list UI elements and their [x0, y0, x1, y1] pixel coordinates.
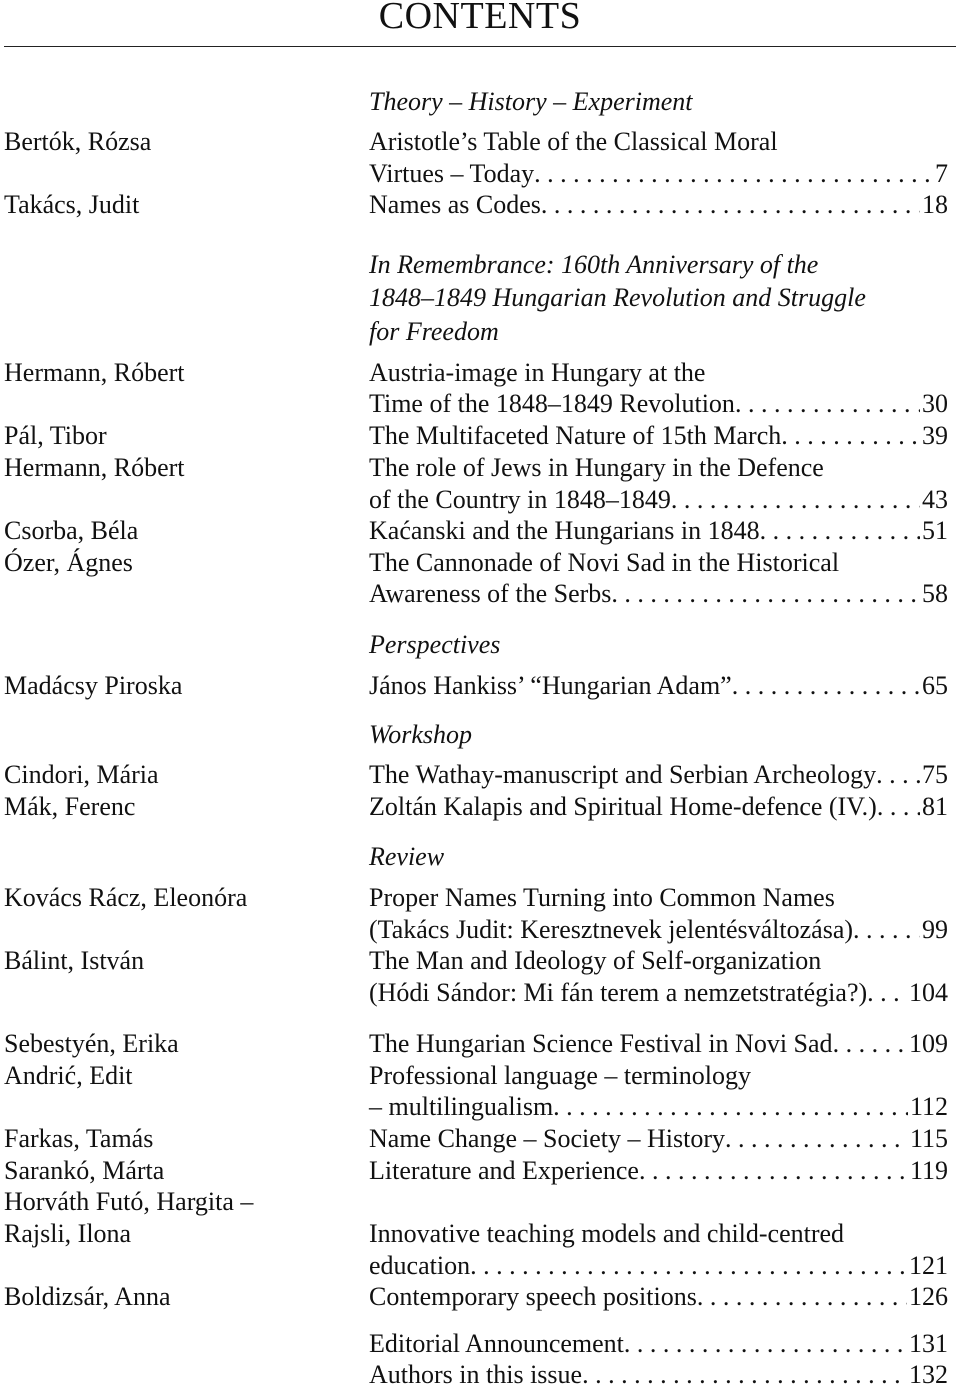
page-number: 112 — [909, 1092, 948, 1121]
entry-title: (Hódi Sándor: Mi fán terem a nemzetstratégia?) — [369, 978, 868, 1007]
toc-entry-cannonade[interactable] — [369, 578, 948, 610]
author-takacs: Takács, Judit — [4, 190, 140, 219]
toc-entry-speech-positions[interactable] — [369, 1281, 948, 1313]
title-divider — [4, 46, 956, 47]
author-kovacs-racz: Kovács Rácz, Eleonóra — [4, 883, 248, 912]
author-hermann-2: Hermann, Róbert — [4, 453, 185, 482]
entry-title: Authors in this issue — [369, 1360, 583, 1389]
entry-title: Contemporary speech positions — [369, 1282, 697, 1311]
entry-title-aristotle: Aristotle’s Table of the Classical Moral — [369, 127, 778, 156]
page-number: 39 — [922, 421, 948, 450]
author-bertok: Bertók, Rózsa — [4, 127, 152, 156]
author-boldizsar: Boldizsár, Anna — [4, 1282, 171, 1311]
entry-title-professional-language: Professional language – terminology — [369, 1061, 751, 1090]
section-heading-remembrance-line2: 1848–1849 Hungarian Revolution and Struggle — [369, 283, 866, 312]
toc-entry-15th-march[interactable] — [369, 420, 948, 452]
dot-leader — [553, 1091, 908, 1123]
toc-entry-self-organization[interactable] — [369, 977, 948, 1009]
entry-title: Zoltán Kalapis and Spiritual Home-defence (IV.) — [369, 792, 877, 821]
toc-entry-science-festival[interactable] — [369, 1028, 948, 1060]
author-cindori: Cindori, Mária — [4, 760, 159, 789]
section-heading-remembrance-line3: for Freedom — [369, 317, 499, 346]
dot-leader — [725, 1123, 908, 1155]
dot-leader — [582, 1359, 907, 1391]
page-number: 7 — [935, 159, 948, 188]
dot-leader — [697, 1281, 907, 1313]
toc-entry-names-as-codes[interactable] — [369, 189, 948, 221]
section-heading-remembrance: In Remembrance: 160th Anniversary of the — [369, 250, 819, 279]
page-number: 58 — [922, 579, 948, 608]
entry-title: Awareness of the Serbs — [369, 579, 612, 608]
dot-leader — [833, 1028, 907, 1060]
author-horvath-futo: Horváth Futó, Hargita – — [4, 1187, 254, 1216]
entry-title: The Hungarian Science Festival in Novi Sad — [369, 1029, 833, 1058]
author-madacsy: Madácsy Piroska — [4, 671, 183, 700]
entry-title-role-of-jews: The role of Jews in Hungary in the Defence — [369, 453, 824, 482]
dot-leader — [760, 515, 920, 547]
toc-entry-hankiss[interactable] — [369, 670, 948, 702]
entry-title-innovative-teaching: Innovative teaching models and child-centred — [369, 1219, 845, 1248]
toc-entry-literature[interactable] — [369, 1155, 948, 1187]
dot-leader — [735, 388, 920, 420]
dot-leader — [470, 1250, 907, 1282]
page-number: 18 — [922, 190, 948, 219]
entry-title: The Multifaceted Nature of 15th March — [369, 421, 782, 450]
page-number: 126 — [909, 1282, 948, 1311]
entry-title: (Takács Judit: Keresztnevek jelentésváltozása) — [369, 915, 854, 944]
page-number: 109 — [909, 1029, 948, 1058]
section-heading-workshop: Workshop — [369, 720, 473, 749]
page-number: 30 — [922, 389, 948, 418]
page-number: 81 — [922, 792, 948, 821]
dot-leader — [877, 791, 920, 823]
toc-entry-innovative-teaching[interactable] — [369, 1250, 948, 1282]
author-hermann: Hermann, Róbert — [4, 358, 185, 387]
author-farkas: Farkas, Tamás — [4, 1124, 154, 1153]
toc-entry-kalapis[interactable] — [369, 791, 948, 823]
entry-title: of the Country in 1848–1849 — [369, 485, 671, 514]
author-csorba: Csorba, Béla — [4, 516, 139, 545]
author-balint: Bálint, István — [4, 946, 145, 975]
entry-title-austria-image: Austria-image in Hungary at the — [369, 358, 706, 387]
entry-title: Virtues – Today — [369, 159, 535, 188]
page-number: 131 — [909, 1329, 948, 1358]
page-number: 121 — [909, 1251, 948, 1280]
author-mak: Mák, Ferenc — [4, 792, 136, 821]
page-number: 119 — [909, 1156, 948, 1185]
toc-entry-kacanski[interactable] — [369, 515, 948, 547]
section-heading-review: Review — [369, 842, 445, 871]
entry-title: – multilingualism — [369, 1092, 554, 1121]
page-number: 43 — [922, 485, 948, 514]
section-heading-theory: Theory – History – Experiment — [369, 87, 693, 116]
toc-entry-aristotle[interactable] — [369, 158, 948, 190]
dot-leader — [639, 1155, 908, 1187]
page-number: 99 — [922, 915, 948, 944]
entry-title-proper-names: Proper Names Turning into Common Names — [369, 883, 835, 912]
page-number: 75 — [922, 760, 948, 789]
dot-leader — [541, 189, 920, 221]
entry-title: Name Change – Society – History — [369, 1124, 725, 1153]
entry-title: Kaćanski and the Hungarians in 1848 — [369, 516, 760, 545]
entry-title-cannonade: The Cannonade of Novi Sad in the Historical — [369, 548, 840, 577]
page-number: 51 — [922, 516, 948, 545]
toc-entry-role-of-jews[interactable] — [369, 484, 948, 516]
entry-title: Names as Codes — [369, 190, 541, 219]
author-rajsli: Rajsli, Ilona — [4, 1219, 132, 1248]
toc-entry-austria-image[interactable] — [369, 388, 948, 420]
page-number: 115 — [909, 1124, 948, 1153]
dot-leader — [732, 670, 920, 702]
entry-title: education — [369, 1251, 471, 1280]
author-pal: Pál, Tibor — [4, 421, 107, 450]
toc-entry-name-change[interactable] — [369, 1123, 948, 1155]
entry-title: János Hankiss’ “Hungarian Adam” — [369, 671, 732, 700]
toc-entry-editorial[interactable] — [369, 1328, 948, 1360]
toc-entry-authors[interactable] — [369, 1359, 948, 1391]
dot-leader — [867, 977, 907, 1009]
page-number: 104 — [909, 978, 948, 1007]
dot-leader — [876, 759, 920, 791]
toc-entry-proper-names[interactable] — [369, 914, 948, 946]
author-sebestyen: Sebestyén, Erika — [4, 1029, 179, 1058]
entry-title-self-organization: The Man and Ideology of Self-organization — [369, 946, 822, 975]
dot-leader — [624, 1328, 907, 1360]
entry-title: Time of the 1848–1849 Revolution — [369, 389, 735, 418]
section-heading-perspectives: Perspectives — [369, 630, 501, 659]
page-number: 132 — [909, 1360, 948, 1389]
dot-leader — [853, 914, 920, 946]
author-ozer: Ózer, Ágnes — [4, 548, 133, 577]
page-number: 65 — [922, 671, 948, 700]
dot-leader — [671, 484, 920, 516]
toc-entry-professional-language[interactable] — [369, 1091, 948, 1123]
page-title: CONTENTS — [378, 0, 582, 37]
entry-title: Editorial Announcement — [369, 1329, 624, 1358]
entry-title: Literature and Experience — [369, 1156, 639, 1185]
toc-entry-wathay[interactable] — [369, 759, 948, 791]
author-saranko: Sarankó, Márta — [4, 1156, 165, 1185]
author-andric: Andrić, Edit — [4, 1061, 133, 1090]
dot-leader — [534, 158, 933, 190]
dot-leader — [781, 420, 920, 452]
dot-leader — [611, 578, 920, 610]
entry-title: The Wathay-manuscript and Serbian Archeology — [369, 760, 877, 789]
